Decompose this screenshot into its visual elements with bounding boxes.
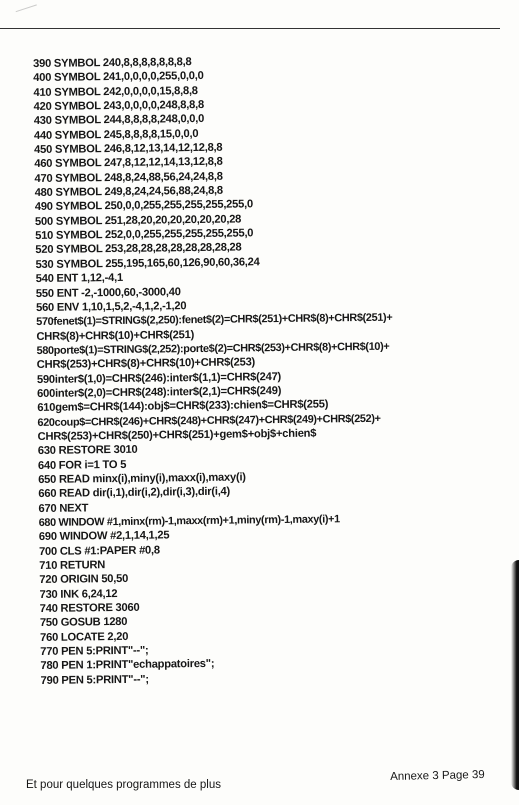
corner-mark	[13, 0, 37, 12]
code-line: 660 READ dir(i,1),dir(i,2),dir(i,3),dir(i,4)	[38, 485, 231, 501]
code-line: 580porte$(1)=STRING$(2,252):porte$(2)=CHR$(253)+CHR$(8)+CHR$(10)+	[36, 340, 390, 357]
code-line: 630 RESTORE 3010	[37, 444, 138, 458]
code-line: 500 SYMBOL 251,28,20,20,20,20,20,20,28	[34, 213, 242, 228]
code-line: 650 READ minx(i),miny(i),maxx(i),maxy(i)	[38, 471, 246, 486]
code-line: CHR$(253)+CHR$(8)+CHR$(10)+CHR$(253)	[36, 356, 256, 372]
code-line: 760 LOCATE 2,20	[40, 630, 129, 644]
code-line: 390 SYMBOL 240,8,8,8,8,8,8,8,8	[33, 56, 192, 70]
binding-shadow	[511, 560, 519, 790]
code-line: 640 FOR i=1 TO 5	[37, 458, 127, 472]
code-line: 690 WINDOW #2,1,14,1,25	[38, 529, 170, 544]
code-line: 410 SYMBOL 242,0,0,0,0,15,8,8,8	[33, 84, 198, 99]
code-line: 430 SYMBOL 244,8,8,8,8,248,0,0,0	[33, 113, 205, 128]
code-line: 440 SYMBOL 245,8,8,8,8,15,0,0,0	[33, 127, 199, 142]
code-line: 420 SYMBOL 243,0,0,0,0,248,8,8,8	[33, 98, 204, 114]
code-line: 780 PEN 1:PRINT"echappatoires";	[40, 658, 215, 673]
code-line: CHR$(253)+CHR$(250)+CHR$(251)+gem$+obj$+chien$	[37, 427, 317, 443]
code-line: 590inter$(1,0)=CHR$(246):inter$(1,1)=CHR$(247)	[36, 370, 282, 386]
code-line: 460 SYMBOL 247,8,12,12,14,13,12,8,8	[34, 156, 223, 171]
code-line: 540 ENT 1,12,-4,1	[35, 272, 123, 286]
code-line: 710 RETURN	[39, 559, 106, 572]
code-line: 770 PEN 5:PRINT"--";	[40, 644, 149, 659]
code-line: CHR$(8)+CHR$(10)+CHR$(251)	[36, 328, 195, 343]
code-line: 740 RESTORE 3060	[39, 601, 140, 616]
code-line: 480 SYMBOL 249,8,24,24,56,88,24,8,8	[34, 184, 223, 200]
basic-listing	[33, 51, 519, 688]
code-line: 530 SYMBOL 255,195,165,60,126,90,60,36,24	[35, 256, 260, 271]
code-line: 730 INK 6,24,12	[39, 587, 118, 601]
code-line: 670 NEXT	[38, 502, 89, 515]
code-line: 520 SYMBOL 253,28,28,28,28,28,28,28,28	[35, 241, 242, 257]
code-line: 400 SYMBOL 241,0,0,0,0,255,0,0,0	[33, 70, 204, 85]
code-line: 570fenet$(1)=STRING$(2,250):fenet$(2)=CHR$(251)+CHR$(8)+CHR$(251)+	[36, 311, 393, 329]
code-line: 680 WINDOW #1,minx(rm)-1,maxx(rm)+1,miny(rm)-1,maxy(i)+1	[38, 513, 340, 529]
code-line: 700 CLS #1:PAPER #0,8	[38, 544, 160, 558]
header-rule	[0, 28, 500, 29]
code-line: 750 GOSUB 1280	[39, 616, 128, 630]
code-line: 610gem$=CHR$(144):obj$=CHR$(233):chien$=CHR$(255)	[37, 398, 329, 415]
footer-page-number: Annexe 3 Page 39	[390, 769, 485, 783]
code-line: 620coup$=CHR$(246)+CHR$(248)+CHR$(247)+CHR$(249)+CHR$(252)+	[37, 412, 381, 429]
code-line: 490 SYMBOL 250,0,0,255,255,255,255,255,0	[34, 198, 253, 214]
footer-book-title: Et pour quelques programmes de plus	[26, 779, 221, 791]
code-line: 560 ENV 1,10,1,5,2,-4,1,2,-1,20	[35, 299, 187, 314]
code-line: 790 PEN 5:PRINT"--";	[40, 673, 149, 687]
code-line: 510 SYMBOL 252,0,0,255,255,255,255,255,0	[35, 227, 254, 243]
code-line: 550 ENT -2,-1000,60,-3000,40	[35, 285, 181, 300]
code-line: 470 SYMBOL 248,8,24,88,56,24,24,8,8	[34, 170, 223, 185]
code-line: 720 ORIGIN 50,50	[39, 573, 129, 587]
code-line: 450 SYMBOL 246,8,12,13,14,12,12,8,8	[34, 141, 223, 157]
code-line: 600inter$(2,0)=CHR$(248):inter$(2,1)=CHR$(249)	[37, 384, 282, 400]
